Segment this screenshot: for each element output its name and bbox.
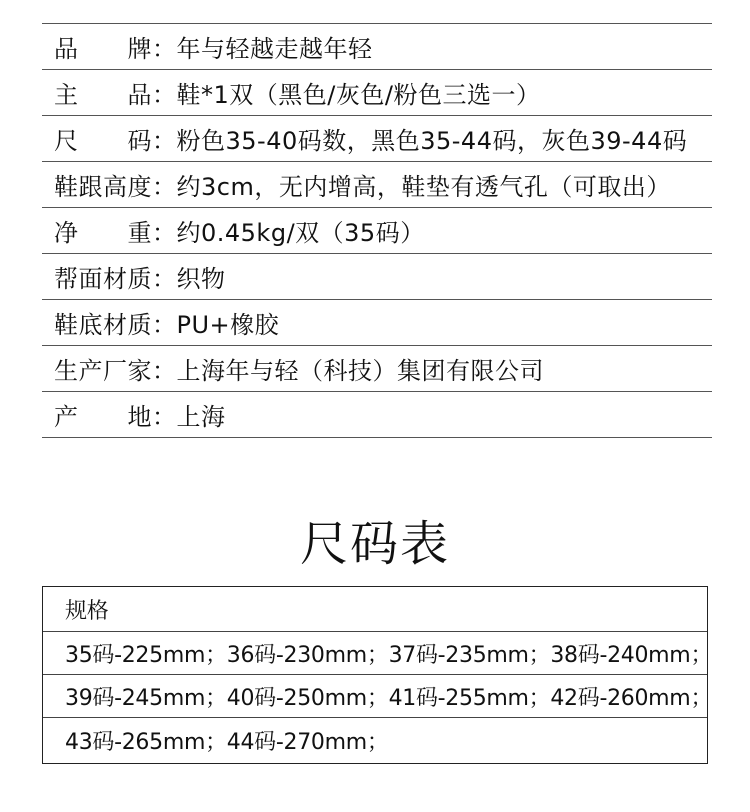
spec-row-manufacturer (42, 346, 712, 392)
product-spec-table (42, 23, 712, 438)
spec-row-origin (42, 392, 712, 438)
spec-row-heel-height (42, 162, 712, 208)
spec-label: 尺 码： (54, 127, 177, 155)
spec-value: 约3cm，无内增高，鞋垫有透气孔（可取出） (176, 173, 671, 201)
spec-row-main-product (42, 70, 712, 116)
spec-row-sole-material (42, 300, 712, 346)
spec-value: 约0.45kg/双（35码） (176, 219, 425, 247)
size-chart-row: 35码-225mm；36码-230mm；37码-235mm；38码-240mm； (43, 632, 707, 675)
spec-label: 净 重： (54, 219, 177, 247)
spec-value: 上海 (176, 403, 226, 431)
spec-row-upper-material (42, 254, 712, 300)
spec-value: 织物 (176, 265, 226, 293)
size-chart-table (42, 586, 713, 764)
size-chart-row: 43码-265mm；44码-270mm； (65, 730, 389, 755)
spec-value: 上海年与轻（科技）集团有限公司 (176, 357, 544, 385)
size-chart-row: 39码-245mm；40码-250mm；41码-255mm；42码-260mm； (43, 675, 707, 718)
spec-value: 鞋*1双（黑色/灰色/粉色三选一） (176, 81, 541, 109)
spec-value: PU+橡胶 (176, 311, 280, 339)
spec-label: 品 牌： (54, 35, 177, 63)
spec-row-net-weight (42, 208, 712, 254)
spec-label: 生产厂家： (54, 357, 177, 385)
spec-value: 年与轻越走越年轻 (176, 35, 373, 63)
spec-row-size (42, 116, 712, 162)
spec-label: 鞋跟高度： (54, 173, 177, 201)
spec-label: 鞋底材质： (54, 311, 177, 339)
spec-label: 产 地： (54, 403, 177, 431)
spec-label: 帮面材质： (54, 265, 177, 293)
size-chart-header: 规格 (43, 587, 707, 632)
spec-label: 主 品： (54, 81, 177, 109)
spec-value: 粉色35-40码数，黑色35-44码，灰色39-44码 (176, 127, 688, 155)
size-chart-title: 尺码表 (299, 516, 450, 572)
spec-row-brand (42, 24, 712, 70)
